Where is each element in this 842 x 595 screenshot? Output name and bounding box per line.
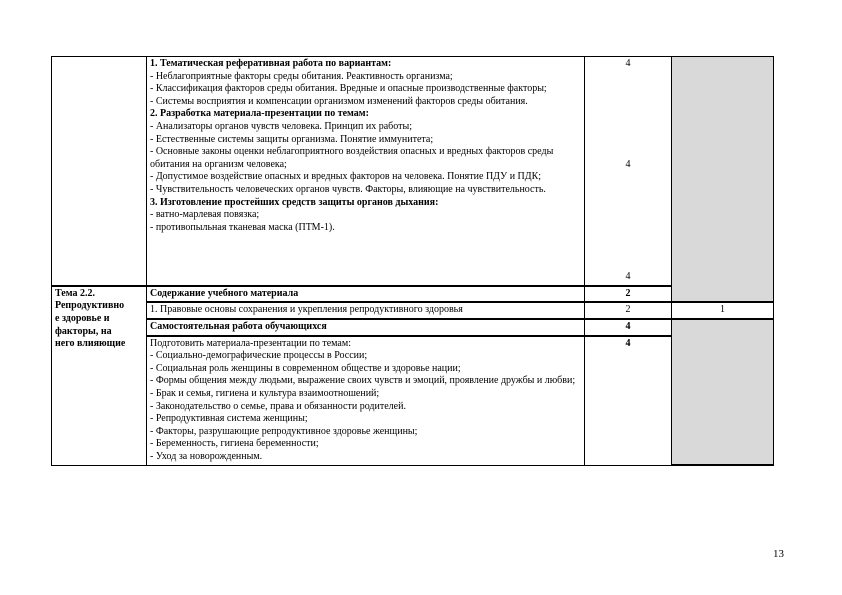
pres-line: - Законодательство о семье, права и обязанности родителей. xyxy=(150,400,406,412)
topic-cell xyxy=(52,286,147,465)
item-level: 1 xyxy=(672,302,774,319)
item1-line: - Системы восприятия и компенсации организмом изменений факторов среды обитания. xyxy=(150,95,528,107)
item2-line: - Естественные системы защиты организма. Понятие иммунитета; xyxy=(150,133,434,145)
curriculum-table xyxy=(51,56,774,466)
item2-line: - Анализаторы органов чувств человека. Принцип их работы; xyxy=(150,120,412,132)
topic-name-line: факторы, на xyxy=(55,325,112,337)
presentation-cell xyxy=(147,336,585,465)
pres-line: - Факторы, разрушающие репродуктивное здоровье женщины; xyxy=(150,425,418,437)
table-row xyxy=(52,57,774,286)
pres-line: - Уход за новорожденным. xyxy=(150,450,263,462)
topic-name-line: е здоровье и xyxy=(55,312,110,324)
page-number: 13 xyxy=(773,548,784,560)
pres-line: - Социально-демографические процессы в России; xyxy=(150,350,368,362)
item3-title: 3. Изготовление простейших средств защиты органов дыхания: xyxy=(150,196,439,208)
table-row xyxy=(52,319,774,336)
pres-line: - Репродуктивная система женщины; xyxy=(150,413,308,425)
table-row xyxy=(52,336,774,465)
pres-line: - Формы общения между людьми, выражение своих чувств и эмоций, проявление дружбы и любви; xyxy=(150,375,576,387)
hours-value: 4 xyxy=(625,271,631,283)
selfwork-label: Самостоятельная работа обучающихся xyxy=(147,319,585,336)
assignments-cell xyxy=(147,57,585,286)
table-row xyxy=(52,302,774,319)
topic-label: Тема 2.2. xyxy=(55,287,95,299)
item3-line: - противопыльная тканевая маска (ПТМ-1). xyxy=(150,221,335,233)
topic-name-line: него влияющие xyxy=(55,338,126,350)
pres-title: Подготовить материала-презентации по темам: xyxy=(150,337,351,349)
pres-hours: 4 xyxy=(585,336,672,465)
pres-line: - Брак и семья, гигиена и культура взаимоотношений; xyxy=(150,387,380,399)
item1-line: - Классификация факторов среды обитания. Вредные и опасные производственные факторы; xyxy=(150,83,547,95)
content-label: Содержание учебного материала xyxy=(147,286,585,303)
item3-line: - ватно-марлевая повязка; xyxy=(150,209,260,221)
level-cell-shaded xyxy=(672,319,774,465)
item-hours: 2 xyxy=(585,302,672,319)
item2-line: - Допустимое воздействие опасных и вредных факторов на человека. Понятие ПДУ и ПДК; xyxy=(150,171,542,183)
content-hours: 2 xyxy=(585,286,672,303)
item1-title: 1. Тематическая реферативная работа по вариантам: xyxy=(150,58,392,69)
item2-line: - Чувствительность человеческих органов чувств. Факторы, влияющие на чувствительность. xyxy=(150,183,546,195)
item2-line: - Основные законы оценки неблагоприятного воздействия опасных и вредных факторов среды обитания на организм человека; xyxy=(150,146,554,170)
pres-line: - Социальная роль женщины в современном обществе и здоровье нации; xyxy=(150,362,461,374)
topic-cell-empty xyxy=(52,57,147,286)
pres-line: - Беременность, гигиена беременности; xyxy=(150,438,319,450)
hours-cell xyxy=(585,57,672,286)
item-label: 1. Правовые основы сохранения и укрепления репродуктивного здоровья xyxy=(147,302,585,319)
item2-title: 2. Разработка материала-презентации по темам: xyxy=(150,108,369,120)
selfwork-hours: 4 xyxy=(585,319,672,336)
table-row xyxy=(52,286,774,303)
hours-value: 4 xyxy=(625,158,631,170)
level-cell-shaded xyxy=(672,57,774,303)
hours-value: 4 xyxy=(625,58,631,69)
topic-name-line: Репродуктивно xyxy=(55,300,125,312)
item1-line: - Неблагоприятные факторы среды обитания. Реактивность организма; xyxy=(150,70,453,82)
